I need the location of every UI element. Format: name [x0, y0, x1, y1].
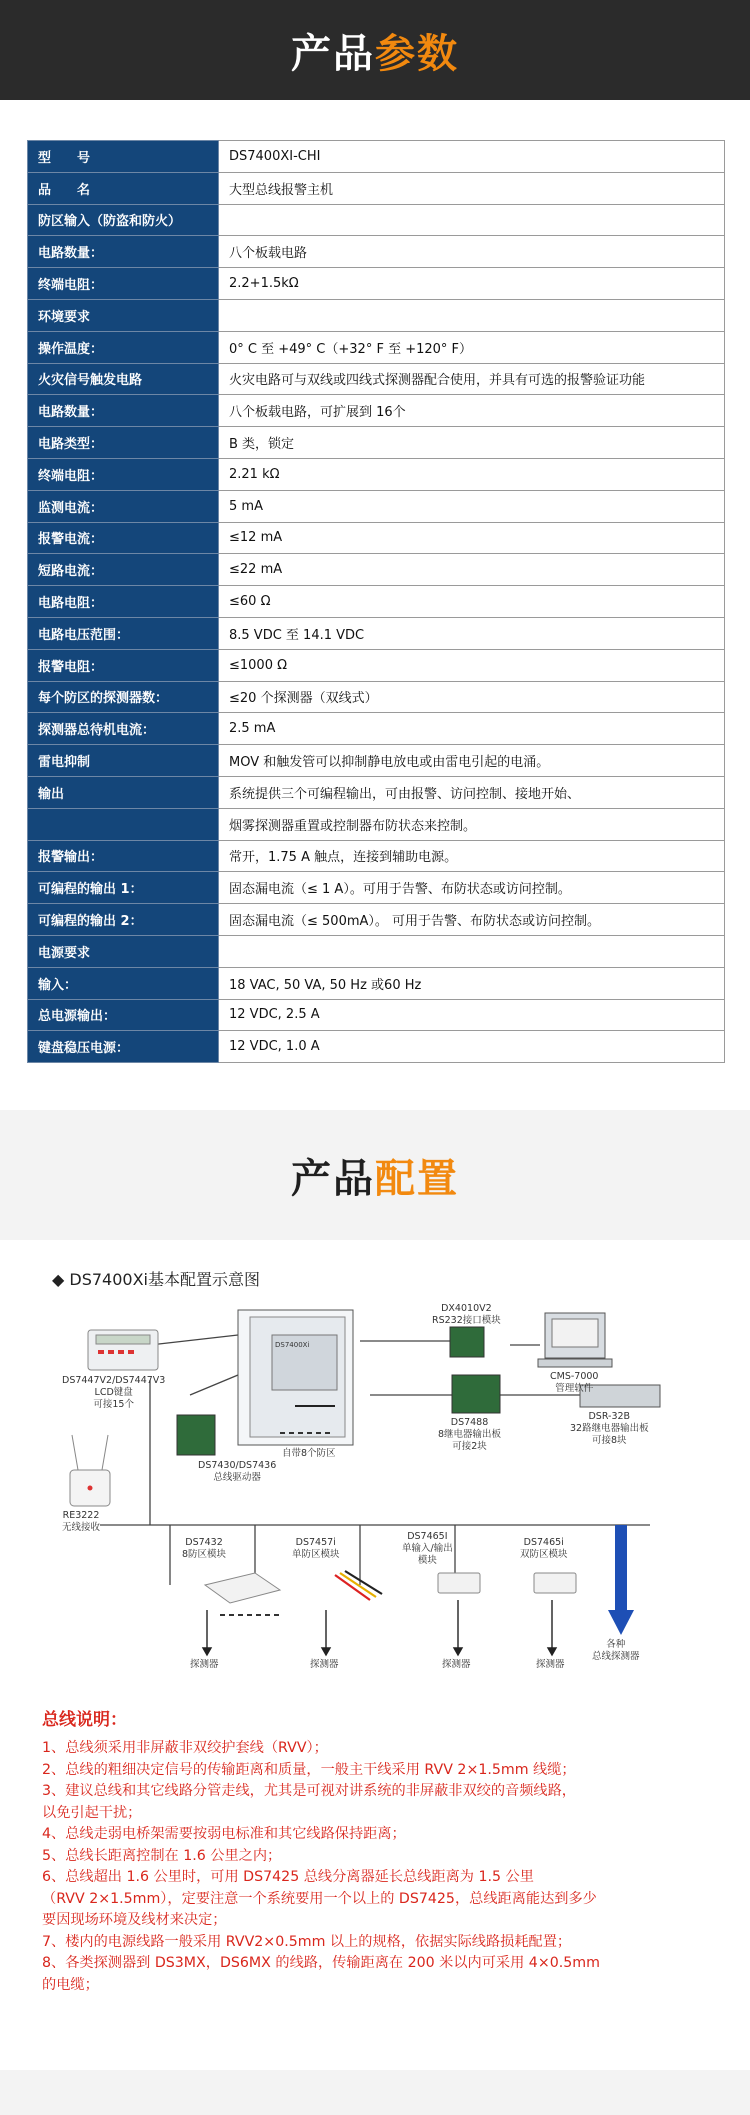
spec-key: 操作温度：	[28, 331, 219, 363]
spec-value: 2.5 mA	[219, 713, 725, 745]
config-title: 产品配置	[291, 1155, 459, 1202]
spec-key: 每个防区的探测器数：	[28, 681, 219, 713]
spec-key: 报警输出：	[28, 840, 219, 872]
spec-value: B 类，锁定	[219, 427, 725, 459]
spec-row	[28, 299, 725, 331]
footer-band	[0, 2070, 750, 2115]
spec-value: 八个板载电路，可扩展到 16个	[219, 395, 725, 427]
notes-list	[42, 1738, 722, 1996]
spec-value	[219, 299, 725, 331]
spec-row	[28, 522, 725, 554]
note-item: 3、建议总线和其它线路分管走线，尤其是可视对讲系统的非屏蔽非双绞的音频线路，	[42, 1783, 576, 1799]
spec-value: DS7400XI-CHI	[219, 141, 725, 173]
spec-row	[28, 331, 725, 363]
spec-value: 5 mA	[219, 490, 725, 522]
spec-key: 电路数量：	[28, 395, 219, 427]
spec-key: 防区输入（防盗和防火）	[28, 204, 219, 236]
keypad-label: DS7447V2/DS7447V3 LCD键盘 可接15个	[62, 1375, 166, 1410]
note-item: 6、总线超出 1.6 公里时，可用 DS7425 总线分离器延长总线距离为 1.5 公里	[42, 1869, 534, 1885]
spec-key: 键盘稳压电源：	[28, 1031, 219, 1063]
spec-row	[28, 554, 725, 586]
spec-key	[28, 808, 219, 840]
spec-row	[28, 204, 725, 236]
spec-row	[28, 268, 725, 300]
ds7465-io-label: DS7465I 单输入/输出 模块	[402, 1531, 453, 1566]
ds7488-label: DS7488 8继电器输出板 可接2块	[438, 1417, 502, 1452]
detector-label-2: 探测器	[310, 1659, 339, 1670]
spec-key: 输出	[28, 776, 219, 808]
spec-row	[28, 141, 725, 173]
spec-row	[28, 458, 725, 490]
spec-row	[28, 745, 725, 777]
spec-key: 电路电阻：	[28, 586, 219, 618]
ds7430-label: DS7430/DS7436 总线驱动器	[198, 1460, 277, 1483]
spec-value: 12 VDC, 2.5 A	[219, 999, 725, 1031]
spec-row	[28, 967, 725, 999]
spec-key: 环境要求	[28, 299, 219, 331]
spec-value: ≤12 mA	[219, 522, 725, 554]
spec-value: 12 VDC, 1.0 A	[219, 1031, 725, 1063]
params-title: 产品参数	[291, 30, 459, 77]
cms-label: CMS-7000 管理软件	[550, 1371, 599, 1394]
spec-row	[28, 840, 725, 872]
spec-key: 电路电压范围：	[28, 617, 219, 649]
spec-row	[28, 395, 725, 427]
spec-row	[28, 935, 725, 967]
dsr32b-label: DSR-32B 32路继电器输出板 可接8块	[570, 1411, 649, 1446]
config-header	[0, 1110, 750, 1240]
note-item: 4、总线走弱电桥架需要按弱电标准和其它线路保持距离；	[42, 1826, 406, 1842]
spec-value: MOV 和触发管可以抑制静电放电或由雷电引起的电涌。	[219, 745, 725, 777]
spec-row	[28, 172, 725, 204]
bus-notes	[42, 1705, 722, 1996]
panel-label: DS7400Xi	[275, 1341, 310, 1349]
spec-value: 常开，1.75 A 触点，连接到辅助电源。	[219, 840, 725, 872]
spec-key: 探测器总待机电流：	[28, 713, 219, 745]
spec-value: 大型总线报警主机	[219, 172, 725, 204]
spec-key: 终端电阻：	[28, 268, 219, 300]
spec-row	[28, 236, 725, 268]
note-item: 要因现场环境及线材来决定；	[42, 1912, 227, 1928]
spec-key: 可编程的输出 1：	[28, 872, 219, 904]
spec-value: 8.5 VDC 至 14.1 VDC	[219, 617, 725, 649]
spec-row	[28, 490, 725, 522]
note-item: 7、楼内的电源线路一般采用 RVV2×0.5mm 以上的规格，依据实际线路损耗配置；	[42, 1933, 572, 1950]
detector-label-4: 探测器	[536, 1659, 565, 1670]
spec-value: 2.21 kΩ	[219, 458, 725, 490]
diagram-graphics	[40, 1255, 720, 1675]
ds7465-dual-label: DS7465i 双防区模块	[520, 1537, 568, 1560]
spec-row	[28, 776, 725, 808]
onboard-label: 自带8个防区	[282, 1448, 336, 1459]
spec-row	[28, 872, 725, 904]
params-header	[0, 0, 750, 100]
spec-value: ≤60 Ω	[219, 586, 725, 618]
spec-value: ≤1000 Ω	[219, 649, 725, 681]
spec-value	[219, 935, 725, 967]
spec-key: 监测电流：	[28, 490, 219, 522]
spec-row	[28, 808, 725, 840]
spec-row	[28, 681, 725, 713]
spec-key: 报警电阻：	[28, 649, 219, 681]
spec-key: 可编程的输出 2：	[28, 904, 219, 936]
spec-value: 0° C 至 +49° C（+32° F 至 +120° F）	[219, 331, 725, 363]
note-item: （RVV 2×1.5mm），定要注意一个系统要用一个以上的 DS7425，总线距离能达到多少	[42, 1890, 597, 1907]
ds7457-label: DS7457i 单防区模块	[292, 1537, 340, 1560]
spec-value: 18 VAC, 50 VA, 50 Hz 或60 Hz	[219, 967, 725, 999]
spec-value: 2.2+1.5kΩ	[219, 268, 725, 300]
dx4010-label: DX4010V2 RS232接口模块	[432, 1303, 501, 1326]
spec-row	[28, 649, 725, 681]
spec-key: 火灾信号触发电路	[28, 363, 219, 395]
spec-row	[28, 427, 725, 459]
spec-row	[28, 617, 725, 649]
spec-value: 系统提供三个可编程输出，可由报警、访问控制、接地开始、	[219, 776, 725, 808]
spec-key: 雷电抑制	[28, 745, 219, 777]
spec-value: 火灾电路可与双线或四线式探测器配合使用，并具有可选的报警验证功能	[219, 363, 725, 395]
spec-key: 报警电流：	[28, 522, 219, 554]
spec-row	[28, 363, 725, 395]
detector-label-1: 探测器	[190, 1659, 219, 1670]
spec-key: 终端电阻：	[28, 458, 219, 490]
spec-key: 总电源输出：	[28, 999, 219, 1031]
note-item: 以免引起干扰；	[42, 1804, 142, 1821]
note-item: 1、总线须采用非屏蔽非双绞护套线（RVV）；	[42, 1740, 328, 1756]
spec-row	[28, 586, 725, 618]
spec-value: ≤22 mA	[219, 554, 725, 586]
spec-row	[28, 904, 725, 936]
spec-value: 固态漏电流（≤ 500mA）。 可用于告警、布防状态或访问控制。	[219, 904, 725, 936]
note-item: 的电缆；	[42, 1976, 99, 1993]
spec-key: 型 号	[28, 141, 219, 173]
spec-row	[28, 713, 725, 745]
spec-value: 烟雾探测器重置或控制器布防状态来控制。	[219, 808, 725, 840]
spec-table	[27, 140, 725, 1063]
detector-label-3: 探测器	[442, 1659, 471, 1670]
spec-key: 品 名	[28, 172, 219, 204]
note-item: 5、总线长距离控制在 1.6 公里之内；	[42, 1847, 282, 1864]
spec-key: 电路数量：	[28, 236, 219, 268]
config-diagram	[40, 1255, 720, 1675]
spec-key: 电源要求	[28, 935, 219, 967]
spec-value: 八个板载电路	[219, 236, 725, 268]
spec-key: 电路类型：	[28, 427, 219, 459]
spec-value: 固态漏电流（≤ 1 A）。可用于告警、布防状态或访问控制。	[219, 872, 725, 904]
ds7432-label: DS7432 8防区模块	[182, 1537, 227, 1560]
spec-value	[219, 204, 725, 236]
re3222-label: RE3222 无线接收	[62, 1510, 101, 1533]
spec-value: ≤20 个探测器（双线式）	[219, 681, 725, 713]
spec-key: 输入：	[28, 967, 219, 999]
spec-row	[28, 999, 725, 1031]
bus-detector-label: 各种 总线探测器	[592, 1639, 640, 1662]
note-item: 2、总线的粗细决定信号的传输距离和质量，一般主干线采用 RVV 2×1.5mm 线缆；	[42, 1761, 576, 1778]
spec-row	[28, 1031, 725, 1063]
notes-title: 总线说明：	[42, 1710, 127, 1730]
spec-key: 短路电流：	[28, 554, 219, 586]
note-item: 8、各类探测器到 DS3MX，DS6MX 的线路，传输距离在 200 米以内可采用 4×0.5mm	[42, 1955, 600, 1971]
diagram-title: ◆ DS7400Xi基本配置示意图	[52, 1270, 260, 1289]
